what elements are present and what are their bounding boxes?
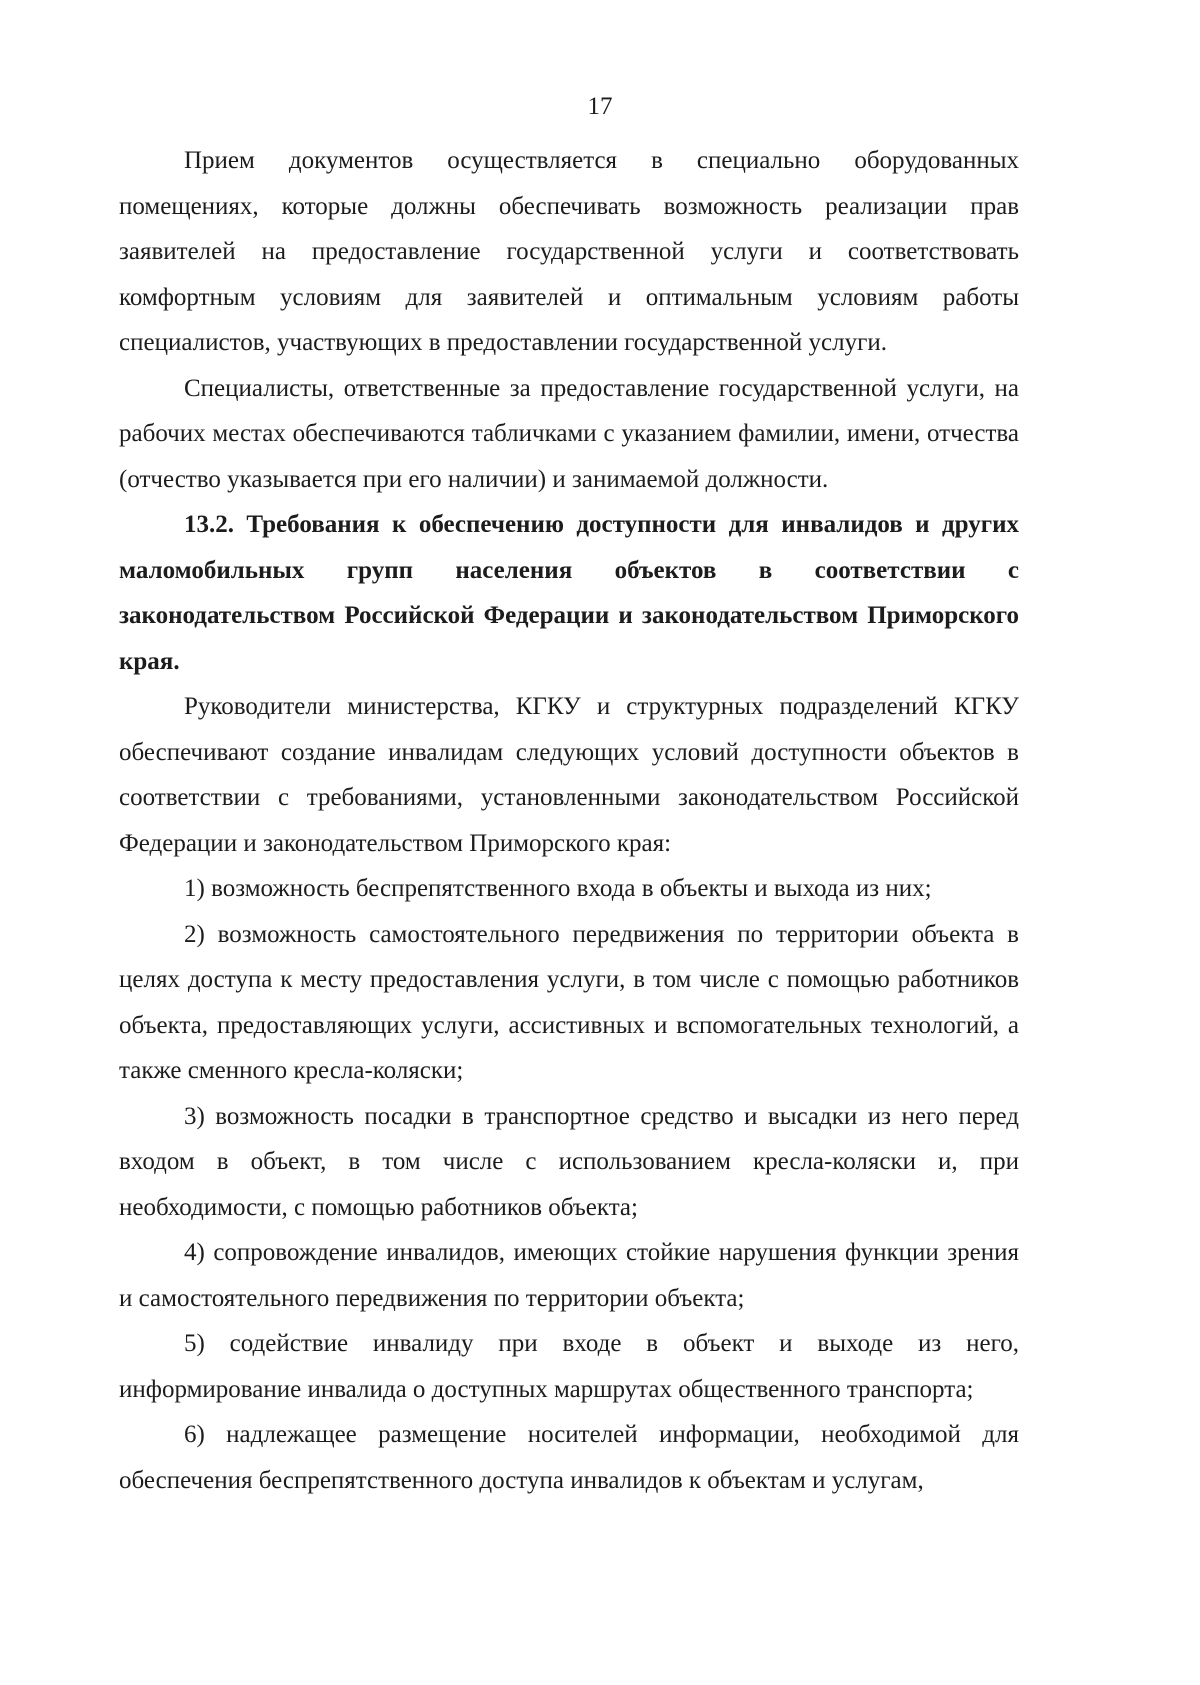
page-number: 17 [587,93,613,120]
section-heading-13-2: 13.2. Требования к обеспечению доступности для инвалидов и других маломобильных групп населения объектов в соответствии с законодательством Российской Федерации и законодательством Приморского края. [119,511,1019,675]
list-item-6: 6) надлежащее размещение носителей информации, необходимой для обеспечения беспрепятственного доступа инвалидов к объектам и услугам, [119,1421,1019,1494]
list-item-3: 3) возможность посадки в транспортное средство и высадки из него перед входом в объект, в том числе с использованием кресла-коляски и, при необходимости, с помощью работников объекта; [119,1102,1019,1221]
paragraph-document-reception: Прием документов осуществляется в специально оборудованных помещениях, которые должны обеспечивать возможность реализации прав заявителей на предоставление государственной услуги и соответствовать комфортным условиям для заявителей и оптимальным условиям работы специалистов, участвующих в предоставлении государственной услуги. [119,147,1019,356]
list-item-4: 4) сопровождение инвалидов, имеющих стойкие нарушения функции зрения и самостоятельного передвижения по территории объекта; [119,1239,1019,1312]
list-item-2: 2) возможность самостоятельного передвижения по территории объекта в целях доступа к месту предоставления услуги, в том числе с помощью работников объекта, предоставляющих услуги, ассистивных и вспомогательных технологий, а также сменного кресла-коляски; [119,920,1019,1084]
document-body [119,138,1019,1503]
list-item-5: 5) содействие инвалиду при входе в объект и выходе из него, информирование инвалида о доступных маршрутах общественного транспорта; [119,1330,1019,1403]
paragraph-specialists-nameplates: Специалисты, ответственные за предоставление государственной услуги, на рабочих местах обеспечиваются табличками с указанием фамилии, имени, отчества (отчество указывается при его наличии) и занимаемой должности. [119,374,1019,493]
list-item-1: 1) возможность беспрепятственного входа в объекты и выхода из них; [184,875,932,902]
paragraph-managers-ensure: Руководители министерства, КГКУ и структурных подразделений КГКУ обеспечивают создание инвалидам следующих условий доступности объектов в соответствии с требованиями, установленными законодательством Российской Федерации и законодательством Приморского края: [119,693,1019,857]
